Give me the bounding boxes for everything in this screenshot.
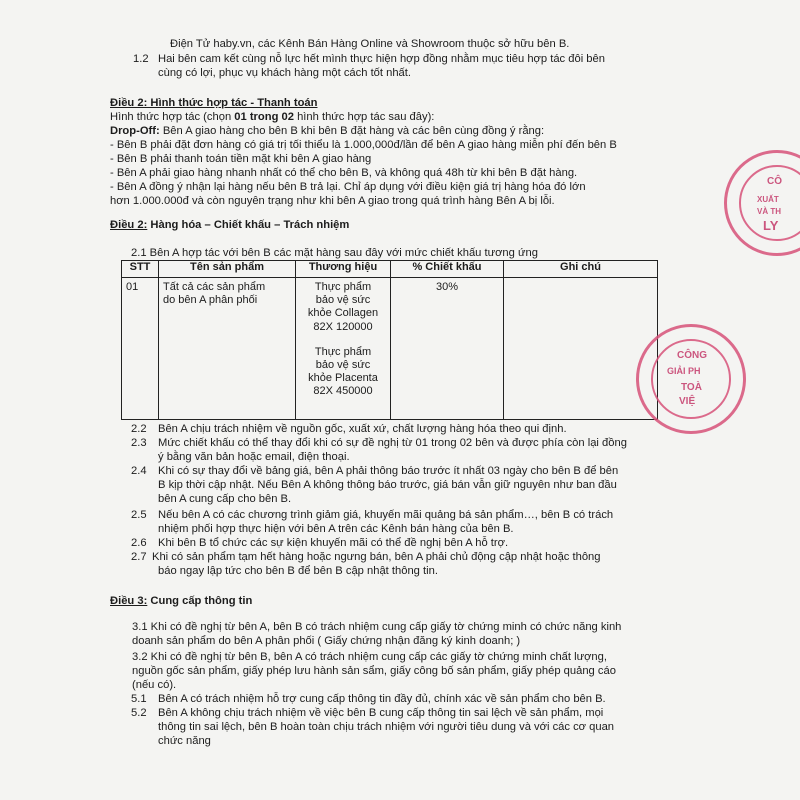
- intro-post: hình thức hợp tác sau đây):: [293, 111, 435, 123]
- article-heading: [110, 219, 349, 233]
- brand-cell: [296, 278, 391, 420]
- clause-text: báo ngay lập tức cho bên B để bên B cập nhật thông tin.: [158, 565, 438, 577]
- clause-number: 2.4: [131, 465, 147, 477]
- heading-title: Cung cấp thông tin: [147, 595, 253, 607]
- brand-line: Thực phẩm: [314, 345, 372, 358]
- column-header: % Chiết khấu: [391, 261, 504, 278]
- clause-text: 2.1 Bên A hợp tác với bên B các mặt hàng sau đây với mức chiết khấu tương ứng: [131, 247, 538, 259]
- clause-number: 2.5: [131, 509, 147, 521]
- dropoff-text: Bên A giao hàng cho bên B khi bên B đặt hàng và các bên cùng đồng ý rằng:: [159, 125, 545, 137]
- bullet-item: - Bên A phải giao hàng nhanh nhất có thể cho bên B, và không quá 48h từ khi bên B đặt hàng.: [110, 167, 578, 179]
- clause-text: nhiệm phối hợp thực hiện với bên A trên các Kênh bán hàng của bên B.: [158, 523, 514, 535]
- seal-text: CÔNG: [677, 350, 707, 361]
- brand-line: 82X 450000: [313, 385, 373, 398]
- company-seal-bottom: [636, 324, 746, 434]
- clause-text: Mức chiết khấu có thể thay đổi khi có sự đề nghị từ 01 trong 02 bên và được phía còn lại đồng: [158, 437, 627, 449]
- clause-number: 1.2: [133, 53, 149, 65]
- seal-text: XUẤT: [757, 195, 779, 204]
- heading-title: Hàng hóa – Chiết khấu – Trách nhiệm: [147, 219, 350, 231]
- table-header-row: [122, 261, 658, 278]
- brand-line: bảo vệ sức: [315, 294, 371, 307]
- heading-number: Điều 2:: [110, 219, 148, 231]
- bullet-item: - Bên B phải thanh toán tiền mặt khi bên A giao hàng: [110, 153, 372, 165]
- seal-text: GIẢI PH: [667, 366, 701, 376]
- brand-line: khỏe Placenta: [308, 372, 378, 385]
- clause-text: Bên A có trách nhiệm hỗ trợ cung cấp thông tin đầy đủ, chính xác về sản phẩm cho bên B.: [158, 693, 606, 705]
- brand-line: 82X 120000: [313, 320, 373, 333]
- intro-line: Điện Tử haby.vn, các Kênh Bán Hàng Online và Showroom thuộc sở hữu bên B.: [170, 38, 570, 50]
- article-intro: [110, 111, 434, 125]
- clause-text: Bên A chịu trách nhiệm về nguồn gốc, xuất xứ, chất lượng hàng hóa theo qui định.: [158, 423, 567, 435]
- column-header: Thương hiệu: [296, 261, 391, 278]
- clause-text: 3.1 Khi có đề nghị từ bên A, bên B có trách nhiệm cung cấp giấy tờ chứng minh có chức năng kinh: [132, 621, 622, 633]
- clause-number: 2.6: [131, 537, 147, 549]
- clause-text: ý bằng văn bản hoặc email, điện thoại.: [158, 451, 350, 463]
- clause-text: thông tin sai lệch, bên B hoàn toàn chịu trách nhiệm với người tiêu dung và với các cơ quan: [158, 721, 615, 733]
- seal-text: TOÀ: [681, 382, 702, 393]
- clause-text: B kịp thời cập nhật. Nếu Bên A không thông báo trước, giá bán vẫn giữ nguyên như ban đầu: [158, 479, 617, 491]
- bullet-item: - Bên A đồng ý nhận lại hàng nếu bên B trả lại. Chỉ áp dụng với điều kiện giá trị hàng hóa đó lớn: [110, 181, 586, 193]
- article-heading: [110, 595, 252, 609]
- clause-text: nguồn gốc sản phẩm, giấy phép lưu hành sản sẩm, giấy công bố sản phẩm, giấy phép quảng cáo: [132, 665, 616, 677]
- note-cell: [504, 278, 658, 420]
- article-heading: Điều 2: Hình thức hợp tác - Thanh toán: [110, 97, 318, 109]
- brand-line: Thực phẩm: [314, 281, 372, 293]
- brand-spacer: [300, 334, 386, 346]
- table-row: [122, 278, 658, 420]
- clause-text: Hai bên cam kết cùng nỗ lực hết mình thực hiện hợp đồng nhằm mục tiêu hợp tác đôi bên: [158, 53, 605, 65]
- clause-text: 3.2 Khi có đề nghị từ bên B, bên A có trách nhiệm cung cấp các giấy tờ chứng minh chất lượng,: [132, 651, 607, 663]
- intro-bold: 01 trong 02: [234, 111, 294, 123]
- discount-cell: 30%: [391, 278, 504, 420]
- brand-line: khỏe Collagen: [307, 307, 379, 320]
- clause-text: Nếu bên A có các chương trình giảm giá, khuyến mãi quảng bá sản phẩm…, bên B có trách: [158, 509, 614, 521]
- clause-text: Khi có sản phẩm tạm hết hàng hoặc ngưng bán, bên A phải chủ động cập nhật hoặc thông: [152, 551, 601, 563]
- clause-text: Khi bên B tổ chức các sự kiện khuyến mãi có thể đề nghị bên A hỗ trợ.: [158, 537, 509, 549]
- brand-line: bảo vệ sức: [315, 359, 371, 372]
- clause-text: cùng có lợi, phục vụ khách hàng một cách tốt nhất.: [158, 67, 411, 79]
- heading-number: Điều 3:: [110, 595, 148, 607]
- clause-number: 2.3: [131, 437, 147, 449]
- clause-text: bên A cung cấp cho bên B.: [158, 493, 292, 505]
- clause-number: 5.2: [131, 707, 147, 719]
- seal-text: CÔ: [767, 176, 782, 187]
- product-table: [121, 260, 658, 420]
- seal-text: LY: [763, 218, 779, 233]
- dropoff-line: [110, 125, 544, 139]
- clause-number: 2.7: [131, 551, 147, 563]
- clause-text: Bên A không chịu trách nhiệm về việc bên B cung cấp thông tin sai lệch về sản phẩm, mọi: [158, 707, 604, 719]
- clause-text: chức năng: [158, 735, 211, 747]
- seal-text: VIỆ: [679, 396, 696, 407]
- clause-text: doanh sản phẩm do bên A phân phối ( Giấy chứng nhận đăng ký kinh doanh; ): [132, 635, 521, 647]
- column-header: Tên sản phẩm: [159, 261, 296, 278]
- bullet-item: hơn 1.000.000đ và còn nguyên trạng như khi bên A giao trong quá trình hàng Bên A bị lỗi.: [110, 195, 555, 207]
- clause-text: (nếu có).: [132, 679, 177, 691]
- product-line: do bên A phân phối: [163, 294, 258, 307]
- seal-text: VÀ TH: [757, 207, 781, 216]
- clause-text: Khi có sự thay đổi về bảng giá, bên A phải thông báo trước ít nhất 03 ngày cho bên B để bên: [158, 465, 619, 477]
- product-cell: [159, 278, 296, 420]
- bullet-item: - Bên B phải đặt đơn hàng có giá trị tối thiểu là 1.000,000đ/lần để bên A giao hàng miễn phí đến bên B: [110, 139, 617, 151]
- column-header: Ghi chú: [504, 261, 658, 278]
- dropoff-label: Drop-Off:: [110, 125, 160, 137]
- column-header: STT: [122, 261, 159, 278]
- clause-number: 5.1: [131, 693, 147, 705]
- intro-pre: Hình thức hợp tác (chọn: [110, 111, 235, 123]
- stt-cell: 01: [122, 278, 159, 420]
- clause-number: 2.2: [131, 423, 147, 435]
- product-line: Tất cả các sản phẩm: [163, 281, 266, 293]
- company-seal-top: [724, 150, 800, 256]
